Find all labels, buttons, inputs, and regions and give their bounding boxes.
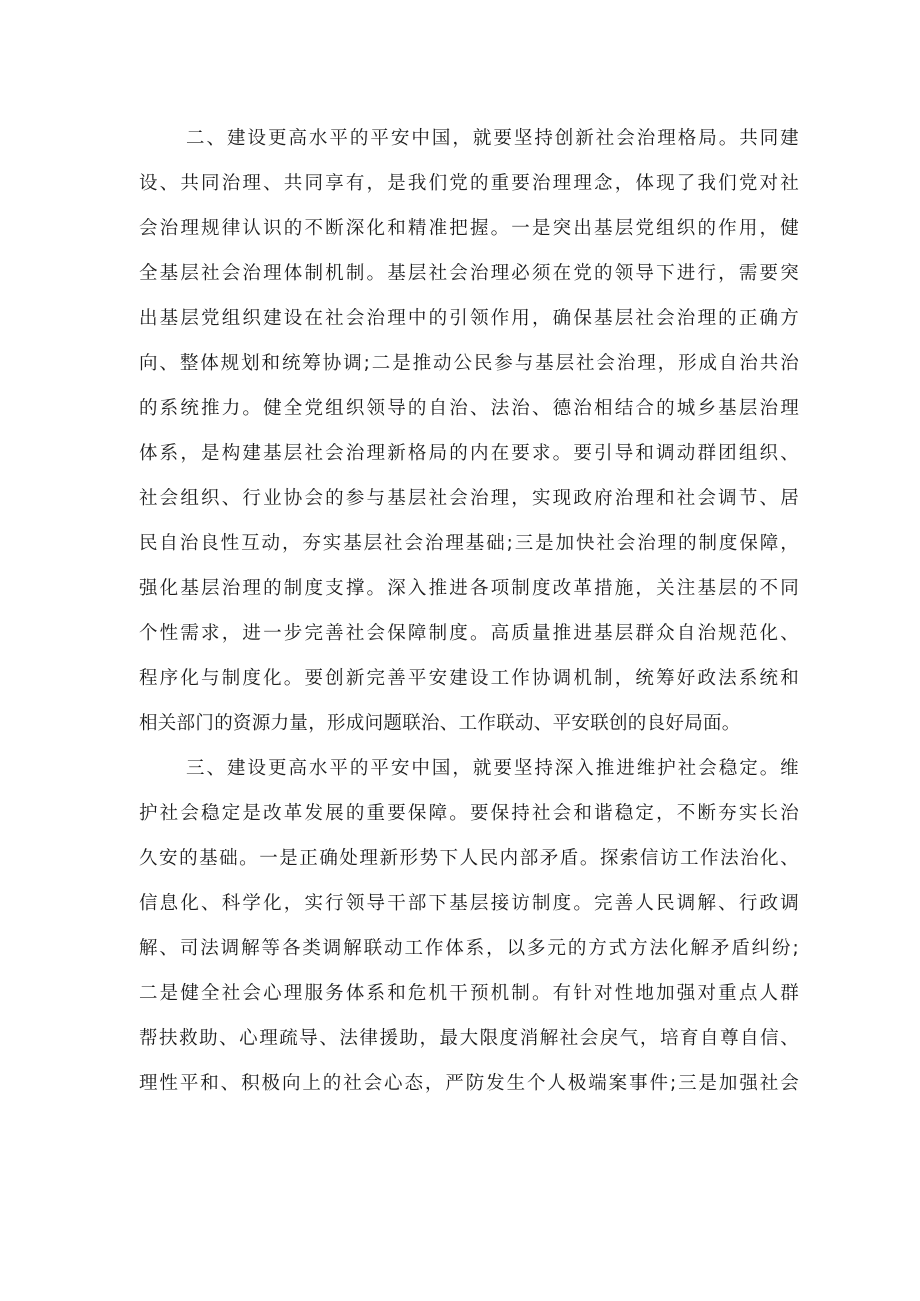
paragraph-1-line-9: 社会组织、行业协会的参与基层社会治理，实现政府治理和社会调节、居: [139, 488, 799, 509]
paragraph-1-line-12: 个性需求，进一步完善社会保障制度。高质量推进基层群众自治规范化、: [139, 623, 799, 644]
paragraph-2-line-3: 久安的基础。一是正确处理新形势下人民内部矛盾。探索信访工作法治化、: [139, 848, 799, 869]
paragraph-1-line-7: 的系统推力。健全党组织领导的自治、法治、德治相结合的城乡基层治理: [139, 398, 799, 419]
paragraph-1-line-11: 强化基层治理的制度支撑。深入推进各项制度改革措施，关注基层的不同: [139, 578, 799, 599]
paragraph-1-line-5: 出基层党组织建设在社会治理中的引领作用，确保基层社会治理的正确方: [139, 308, 799, 329]
paragraph-1-line-4: 全基层社会治理体制机制。基层社会治理必须在党的领导下进行，需要突: [139, 263, 799, 284]
paragraph-2-line-4: 信息化、科学化，实行领导干部下基层接访制度。完善人民调解、行政调: [139, 893, 799, 914]
paragraph-2-line-8: 理性平和、积极向上的社会心态，严防发生个人极端案事件;三是加强社会: [139, 1073, 799, 1094]
paragraph-1-line-2: 设、共同治理、共同享有，是我们党的重要治理理念，体现了我们党对社: [139, 173, 799, 194]
paragraph-1-line-14: 相关部门的资源力量，形成问题联治、工作联动、平安联创的良好局面。: [139, 713, 741, 734]
paragraph-2-line-7: 帮扶救助、心理疏导、法律援助，最大限度消解社会戾气，培育自尊自信、: [139, 1028, 799, 1049]
paragraph-1-line-8: 体系，是构建基层社会治理新格局的内在要求。要引导和调动群团组织、: [139, 443, 799, 464]
paragraph-1-line-10: 民自治良性互动，夯实基层社会治理基础;三是加快社会治理的制度保障，: [139, 533, 799, 554]
paragraph-1-line-1: 二、建设更高水平的平安中国，就要坚持创新社会治理格局。共同建: [186, 128, 799, 149]
paragraph-2-line-2: 护社会稳定是改革发展的重要保障。要保持社会和谐稳定，不断夯实长治: [139, 803, 799, 824]
paragraph-2-line-5: 解、司法调解等各类调解联动工作体系，以多元的方式方法化解矛盾纠纷;: [139, 938, 799, 959]
paragraph-1-line-3: 会治理规律认识的不断深化和精准把握。一是突出基层党组织的作用，健: [139, 218, 799, 239]
paragraph-2-line-6: 二是健全社会心理服务体系和危机干预机制。有针对性地加强对重点人群: [139, 983, 799, 1004]
paragraph-1-line-13: 程序化与制度化。要创新完善平安建设工作协调机制，统筹好政法系统和: [139, 668, 799, 689]
paragraph-2-line-1: 三、建设更高水平的平安中国，就要坚持深入推进维护社会稳定。维: [186, 758, 799, 779]
paragraph-1-line-6: 向、整体规划和统筹协调;二是推动公民参与基层社会治理，形成自治共治: [139, 353, 799, 374]
